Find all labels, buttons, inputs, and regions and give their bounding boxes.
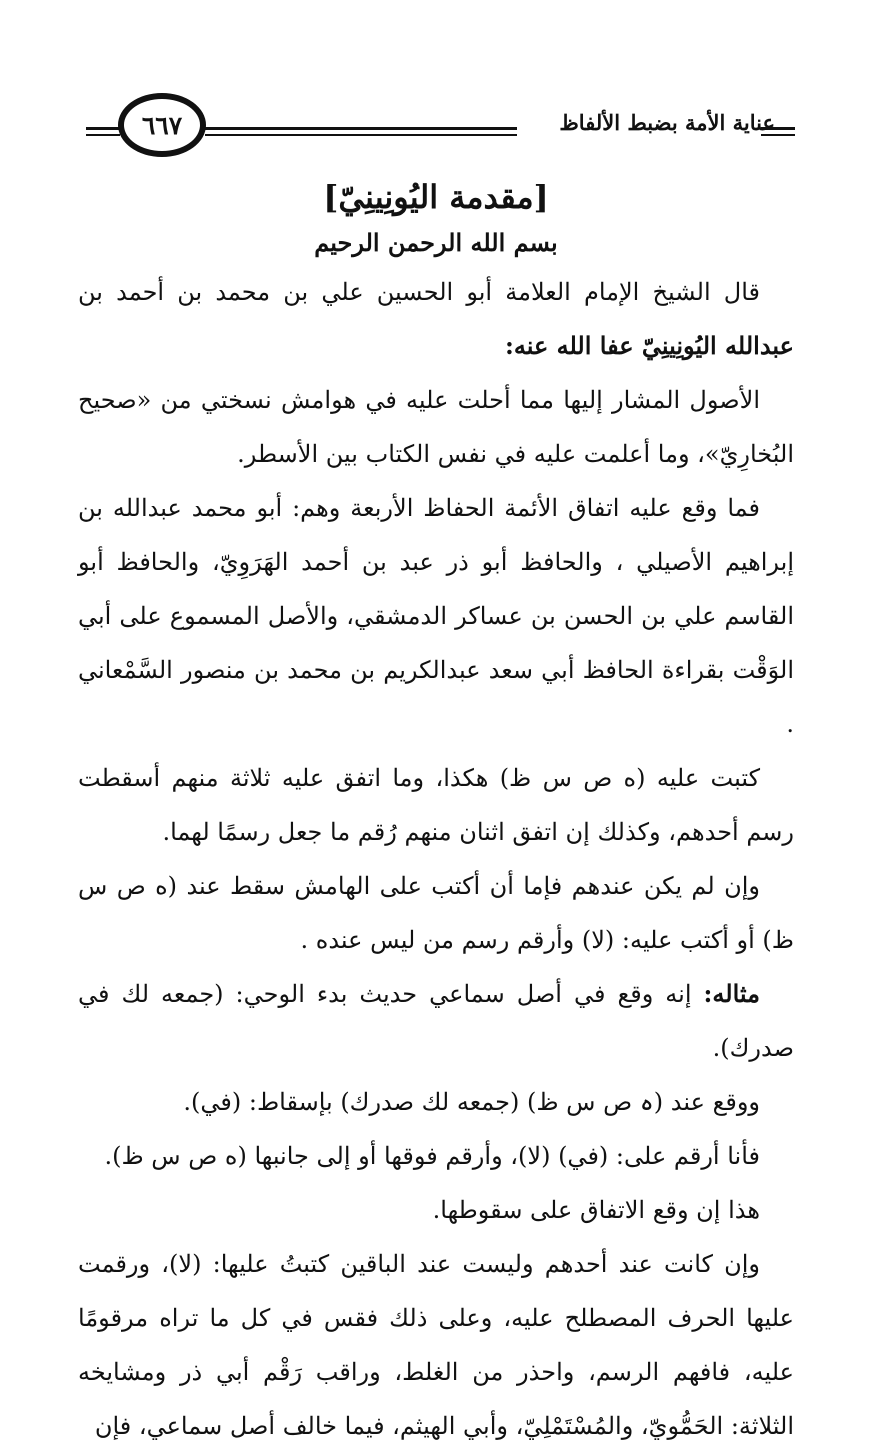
intro-text: قال الشيخ الإمام العلامة أبو الحسين علي بن محمد بن أحمد بن [78, 278, 760, 306]
running-title: عناية الأمة بضبط الألفاظ [559, 110, 775, 135]
example-line: هذا إن وقع الاتفاق على سقوطها. [432, 1196, 760, 1224]
header-rule-left-bottom [86, 134, 120, 136]
page-number: ٦٦٧ [141, 110, 183, 140]
example-line: فأنا أرقم على: (في) (لا)، وأرقم فوقها أو إلى جانبها (ه ص س ظ). [104, 1142, 760, 1170]
paragraph: فما وقع عليه اتفاق الأئمة الحفاظ الأربعة وهم: أبو محمد عبدالله بن إبراهيم الأصيلي ، والحافظ أبو ذر عبد بن أحمد الهَرَوِيّ، والحافظ أبو القاسم علي بن الحسن بن عساكر الدمشقي، والأصل المسموع على أبي الوَقْت بقراءة الحافظ أبي سعد عبدالكريم بن محمد بن منصور السَّمْعاني . [78, 494, 795, 738]
final-paragraph: وإن كانت عند أحدهم وليست عند الباقين كتبتُ عليها: (لا)، ورقمت عليها الحرف المصطلح عليه، وعلى ذلك فقس في كل ما تراه مرقومًا عليه، فافهم الرسم، واحذر من الغلط، وراقب رَقْم أبي ذر ومشايخه الثلاثة: الحَمُّويّ، والمُسْتَمْلِيّ، وأبي الهيثم، فيما خالف أصل سماعي، فإن [78, 1250, 794, 1440]
example-text: إنه وقع في أصل سماعي حديث بدء الوحي: (جمعه لك في صدرك). [78, 980, 794, 1062]
example-line: ووقع عند (ہ ص س ظ) (جمعه لك صدرك) بإسقاط: (في). [183, 1088, 760, 1116]
header-rule-center-bottom [205, 134, 517, 136]
basmala: بسم الله الرحمن الرحيم [314, 228, 558, 257]
example-label: مثاله: [703, 979, 760, 1008]
header-rule-left-top [86, 127, 120, 130]
page-number-badge [118, 93, 206, 157]
section-title: [مقدمة اليُونِينِيّ] [323, 178, 549, 216]
header-rule-center-top [205, 127, 517, 130]
paragraph: كتبت عليه (ه ص س ظ) هكذا، وما اتفق عليه ثلاثة منهم أسقطت رسم أحدهم، وكذلك إن اتفق اثنان منهم رُقم ما جعل رسمًا لهما. [78, 764, 794, 846]
paragraph: الأصول المشار إليها مما أحلت عليه في هوامش نسختي من «صحيح البُخارِيّ»، وما أعلمت عليه في نفس الكتاب بين الأسطر. [78, 386, 794, 468]
author-name: عبدالله اليُونِينِيّ عفا الله عنه: [504, 331, 794, 360]
example-paragraph [78, 967, 794, 1075]
paragraph: وإن لم يكن عندهم فإما أن أكتب على الهامش سقط عند (ه ص س ظ) أو أكتب عليه: (لا) وأرقم رسم من ليس عنده . [78, 872, 794, 954]
intro-paragraph [78, 265, 794, 373]
page-body [78, 170, 794, 1453]
